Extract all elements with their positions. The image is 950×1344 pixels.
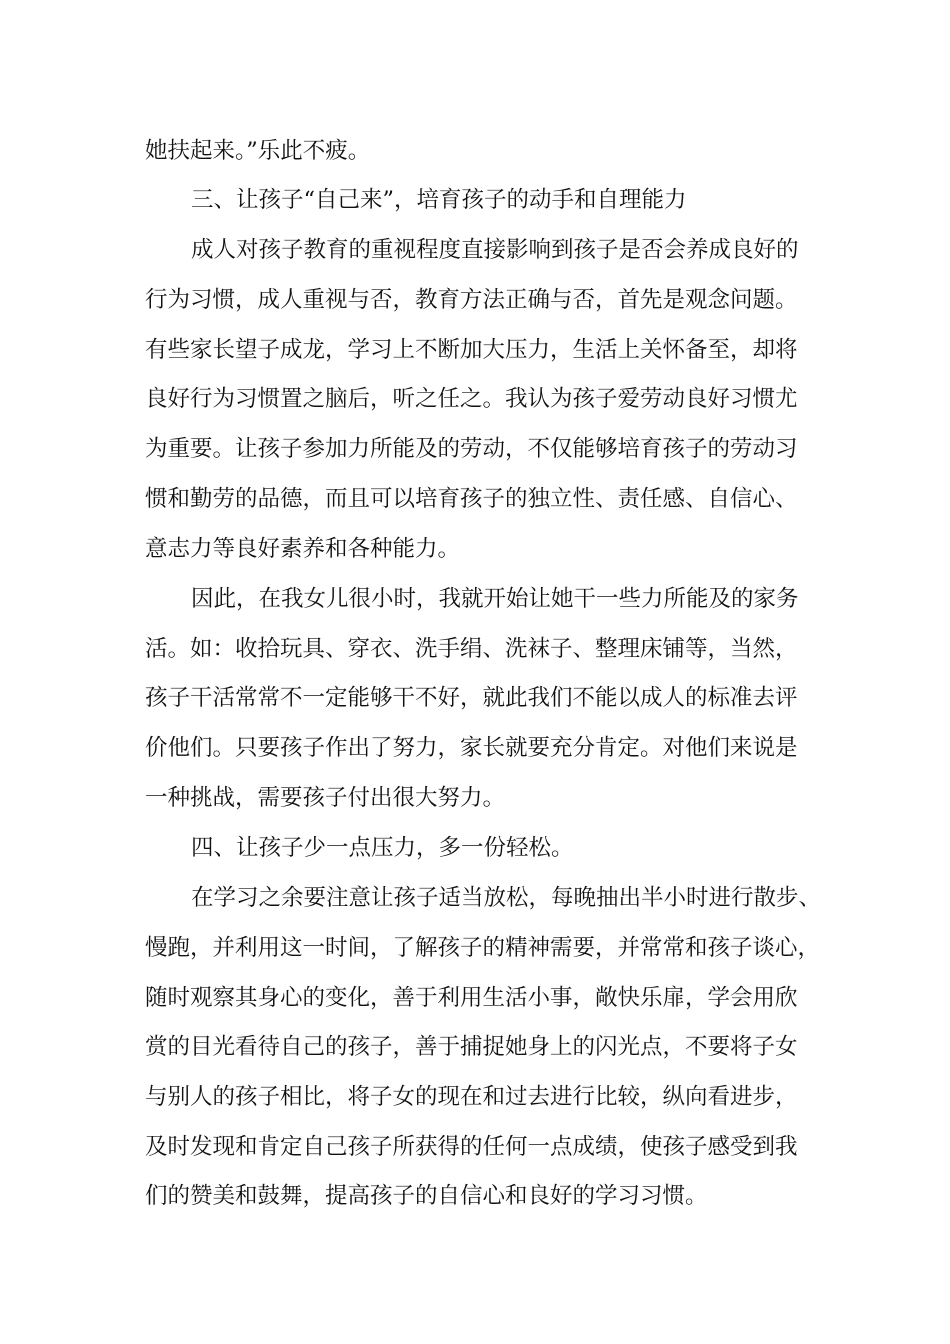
text-line: 为重要。让孩子参加力所能及的劳动，不仅能够培育孩子的劳动习 — [145, 436, 798, 462]
text-line: 意志力等良好素养和各种能力。 — [145, 536, 461, 562]
text-line: 与别人的孩子相比，将子女的现在和过去进行比较，纵向看进步， — [145, 1084, 798, 1110]
text-line: 在学习之余要注意让孩子适当放松，每晚抽出半小时进行散步、 — [191, 885, 822, 911]
text-line: 良好行为习惯置之脑后，听之任之。我认为孩子爱劳动良好习惯尤 — [145, 386, 798, 412]
text-line: 随时观察其身心的变化，善于利用生活小事，敞快乐扉，学会用欣 — [145, 985, 798, 1011]
text-line: 及时发现和肯定自己孩子所获得的任何一点成绩，使孩子感受到我 — [145, 1134, 798, 1160]
section-heading: 三、让孩子“自己来”，培育孩子的动手和自理能力 — [191, 187, 687, 213]
text-line: 因此，在我女儿很小时，我就开始让她干一些力所能及的家务 — [191, 586, 799, 612]
text-line: 价他们。只要孩子作出了努力，家长就要充分肯定。对他们来说是 — [145, 735, 798, 761]
text-line: 孩子干活常常不一定能够干不好，就此我们不能以成人的标准去评 — [145, 685, 798, 711]
text-line: 活。如：收拾玩具、穿衣、洗手绢、洗袜子、整理床铺等，当然， — [145, 636, 798, 662]
text-line: 成人对孩子教育的重视程度直接影响到孩子是否会养成良好的 — [191, 237, 799, 263]
text-line: 惯和勤劳的品德，而且可以培育孩子的独立性、责任感、自信心、 — [145, 486, 798, 512]
text-line: 慢跑，并利用这一时间，了解孩子的精神需要，并常常和孩子谈心， — [145, 935, 821, 961]
text-line: 行为习惯，成人重视与否，教育方法正确与否，首先是观念问题。 — [145, 287, 798, 313]
text-line: 一种挑战，需要孩子付出很大努力。 — [145, 785, 506, 811]
text-line: 她扶起来。”乐此不疲。 — [145, 138, 371, 164]
text-line: 有些家长望子成龙，学习上不断加大压力，生活上关怀备至，却将 — [145, 337, 798, 363]
text-line: 们的赞美和鼓舞，提高孩子的自信心和良好的学习习惯。 — [145, 1183, 708, 1209]
text-line: 赏的目光看待自己的孩子，善于捕捉她身上的闪光点，不要将子女 — [145, 1034, 798, 1060]
section-heading: 四、让孩子少一点压力，多一份轻松。 — [191, 835, 574, 861]
